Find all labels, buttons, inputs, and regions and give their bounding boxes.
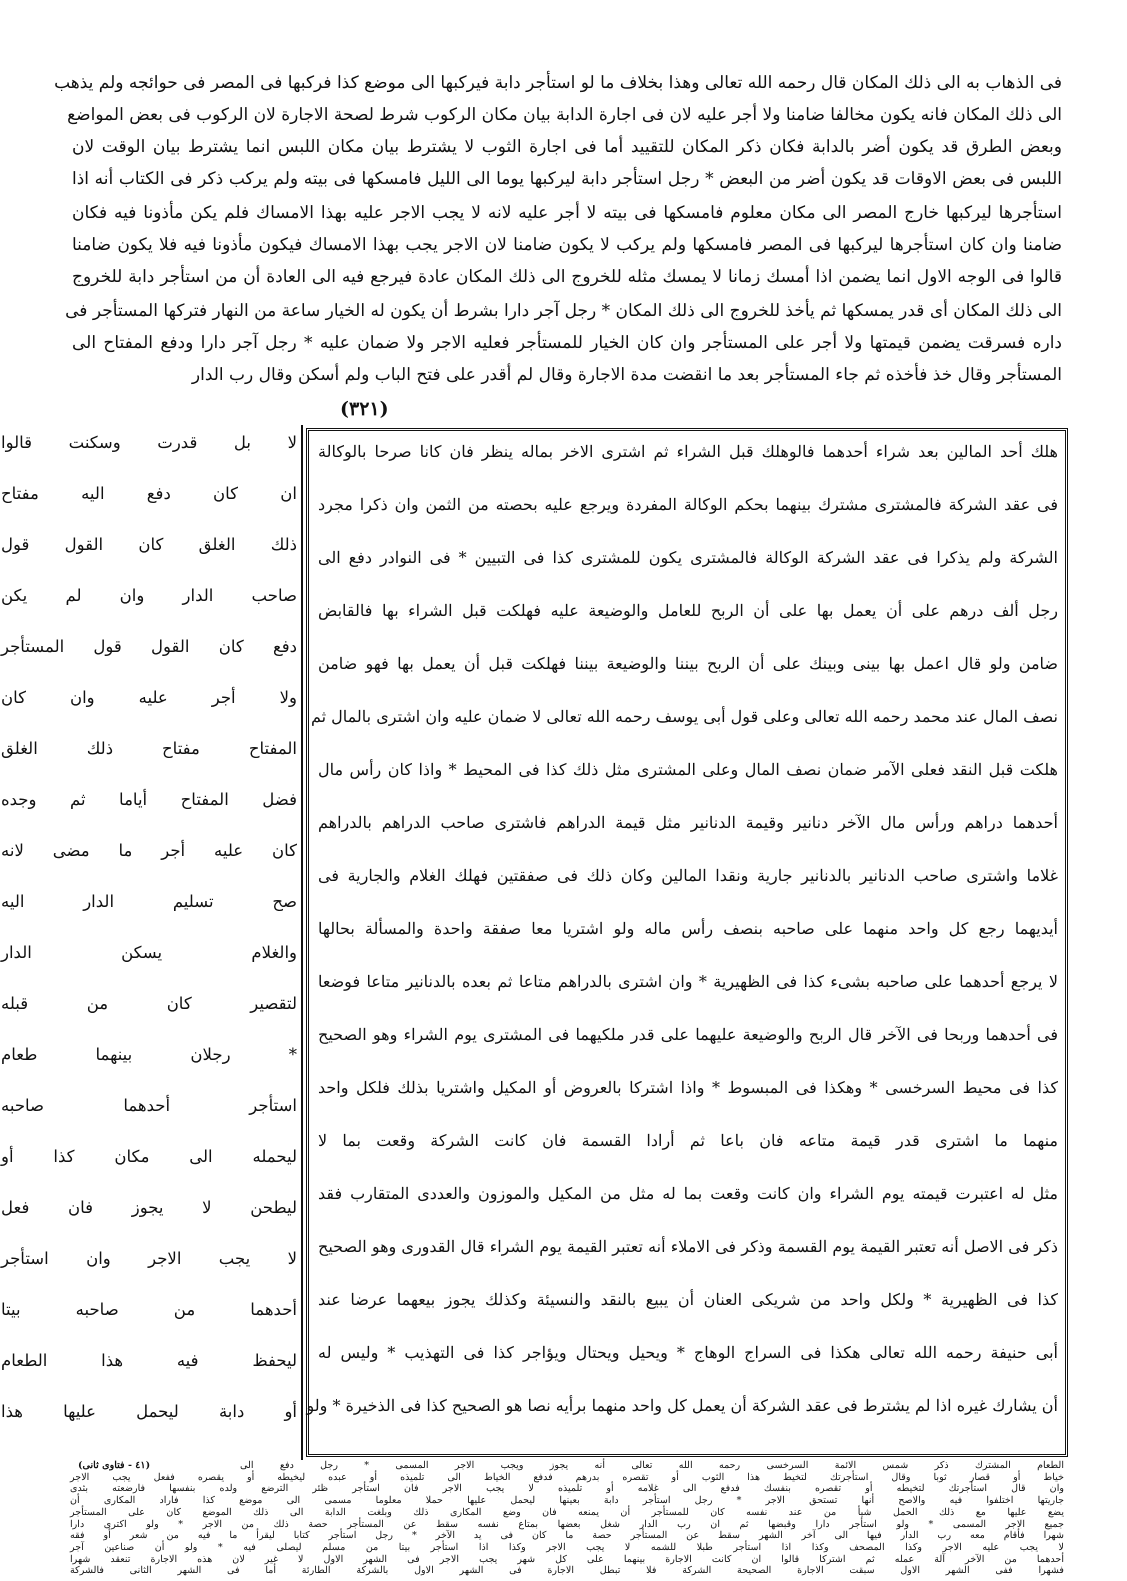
top-text-line: اللبس فى بعض الاوقات قد يكون أضر من البعض * رجل استأجر دابة ليركبها يوما الى الليل فامسكها فى بيته ولم يركب ذكر فى الكتاب أنه اذا: [72, 169, 1062, 189]
inner-text-line: فى عقد الشركة فالمشترى مشترك بينهما بحكم الوكالة المفردة ويرجع عليه بحصته من الثمن وان ذكرا مجرد: [318, 495, 1058, 514]
top-text-line: قالوا فى الوجه الاول انما يضمن اذا أمسك زمانا لا يمسك مثله للخروج الى ذلك المكان عادة فيرجع فيه الى العادة أن من استأجر دابة للخروج: [72, 267, 1062, 287]
inner-text-line: لا يرجع أحدهما على صاحبه بشىء كذا فى الظهيرية * وان اشترى بالدراهم متاعا ثم بعده بالدنانير متاعا فوضعا: [318, 972, 1058, 991]
inner-text-line: كذا فى محيط السرخسى * وهكذا فى المبسوط * واذا اشتركا بالعروض أو المكيل واشتريا بذلك فلكل واحد: [318, 1078, 1058, 1097]
side-column-line: صاحب الدار وان لم يكن: [1, 586, 297, 605]
top-text-line: المستأجر وقال خذ فأخذه ثم جاء المستأجر بعد ما انقضت مدة الاجارة وقال لم أقدر على فتح الباب ولم أسكن وقال رب الدار: [191, 365, 1062, 385]
bottom-text-line: خياط أو قصار ثوبا وقال استأجرتك لتخيط هذا الثوب أو تقصره بدرهم فدفع الخياط الى تلميذه أو عبده ليخيطه أو يقصره ففعل يجب الاجر: [70, 1471, 1064, 1483]
top-text-line: وبعض الطرق قد يكون أضر بالدابة فكان ذكر المكان للتقييد أما فى اجارة الثوب لا يشترط بيان مكان اللبس انما يشترط بيان الوقت لان: [72, 137, 1063, 157]
side-column-line: فضل المفتاح أياما ثم وجده: [1, 790, 297, 809]
side-column-line: لا يجب الاجر وان استأجر: [1, 1249, 297, 1268]
inner-text-line: غلاما واشترى صاحب الدنانير بالدنانير جارية ونقدا المالين وكان ذلك فى صفقتين فهلك الغلام والجارية فى: [318, 866, 1058, 885]
inner-text-line: أيديهما رجع كل واحد منهما على صاحبه بنصف رأس ماله ولو اشتريا معا صفقة واحدة والمسألة بحالها: [318, 919, 1058, 938]
side-column-line: والغلام يسكن الدار: [1, 943, 297, 962]
bottom-text-line: جميع الاجر المسمى * ولو استأجر دارا وقبضها ثم ان رب الدار شغل بعضها بمتاع نفسه سقط عن المستأجر حصة ذلك من الاجر * ولو اكترى دارا: [70, 1518, 1064, 1530]
side-column-line: صح تسليم الدار اليه: [1, 892, 297, 911]
inner-text-line: منهما ما اشترى قدر قيمة متاعه فان باعا ثم أرادا القسمة فان كانت الشركة وقعت بما لا: [318, 1131, 1058, 1150]
top-text-line: الى ذلك المكان فانه يكون مخالفا ضامنا ولا أجر عليه لان فى اجارة الدابة بيان مكان الركوب شرط لصحة الاجارة لان الركوب فى بعض المواضع: [67, 105, 1062, 125]
bottom-text-line: يضع عليها مع ذلك الحمل شيأ من عند نفسه كان للمستأجر أن يمنعه فان وضع المكارى ذلك وبلغت الدابة الى ذلك الموضع كان على المستأجر: [70, 1506, 1064, 1518]
bottom-text-line: فشهرا ففى الشهر الاول سبقت الاجارة الصحيحة الشركة فلا تبطل الاجارة فى الشهر الاول بالشركة الطارئة أما فى الشهر الثانى فالشركة: [70, 1565, 1064, 1577]
inner-text-line: كذا فى الظهيرية * ولكل واحد من شريكى العنان أن يبيع بالنقد والنسيئة وكذلك يجوز بيعهما عرضا عند: [318, 1290, 1058, 1309]
inner-text-line: أبى حنيفة رحمه الله تعالى هكذا فى السراج الوهاج * ويحيل ويحتال ويؤاجر كذا فى التهذيب * وليس له: [318, 1343, 1058, 1362]
side-column-line: لتقصير كان من قبله: [1, 994, 297, 1013]
top-text-line: استأجرها ليركبها خارج المصر الى مكان معلوم فامسكها فى بيته لا أجر عليه لانه لا يجب الاجر عليه بهذا الامساك فلم يكن مأذونا فيه فكان: [72, 203, 1062, 223]
top-text-line: فى الذهاب به الى ذلك المكان قال رحمه الله تعالى وهذا بخلاف ما لو استأجر دابة فيركبها الى موضع كذا فركبها فى المصر فى حوائجه ولم يذهب: [54, 73, 1062, 93]
side-column-line: استأجر أحدهما صاحبه: [1, 1096, 297, 1115]
side-column-line: ولا أجر عليه وان كان: [1, 688, 297, 707]
bottom-text-line: لا يجب عليه الاجر وكذا المصحف وكذا اذا استأجر طبلا للشمه لا يجب الاجر وكذا اذا استأجر بيتا من مسلم ليصلى فيه * ولو أن صناعين آجر: [70, 1541, 1064, 1553]
side-column-line: أو دابة ليحمل عليها هذا: [1, 1402, 297, 1421]
inner-text-line: هلك أحد المالين بعد شراء أحدهما فالوهلك قبل الشراء ثم اشترى الاخر بماله ينظر فان كانا صرحا بالوكالة: [318, 442, 1058, 461]
side-column-line: المفتاح مفتاح ذلك الغلق: [1, 739, 297, 758]
inner-text-line: أحدهما دراهم ورأس مال الآخر دنانير وقيمة الدنانير مثل قيمة الدراهم فاشترى صاحب الدراهم بالدراهم: [318, 813, 1058, 832]
bottom-text-line: الطعام المشترك ذكر شمس الائمة السرخسى رحمه الله تعالى أنه يجوز ويجب الاجر المسمى * رجل دفع الى: [240, 1460, 1064, 1471]
page-number: (٣٢١): [340, 398, 389, 420]
inner-text-line: ضامن ولو قال اعمل بها بينى وبينك على أن الربح بيننا والوضيعة بيننا فهلكت قبل أن يعمل بها فهو ضامن: [318, 654, 1058, 673]
side-column-line: ليطحن لا يجوز فان فعل: [1, 1198, 297, 1217]
bottom-text-line: وان قال استأجرتك لتخيطه أو تقصره بنفسك فدفع الى غلامه أو تلميذه لا يجب الاجر فان استأجر ظئر الترضع ولده بنفسها فارضعته بثدى: [70, 1483, 1064, 1495]
side-column-line: دفع كان القول قول المستأجر: [1, 637, 297, 656]
inner-text-line: فى أحدهما وربحا فى الآخر قال الربح والوضيعة عليهما على قدر ملكيهما فى المشترى يوم الشراء وهو الصحيح: [318, 1025, 1058, 1044]
column-divider: [301, 425, 303, 1460]
inner-text-line: رجل ألف درهم على أن يعمل بها على أن الربح للعامل والوضيعة عليه فهلكت قبل الشراء بها فالقابض: [318, 601, 1058, 620]
side-column-line: ذلك الغلق كان القول قول: [1, 535, 297, 554]
side-column-line: كان عليه أجر ما مضى لانه: [1, 841, 297, 860]
bottom-text-line: شهرا فأقام معه رب الدار فيها الى آخر الشهر سقط عن المستأجر حصة ما كان فى يد الآخر * رجل استأجر كتابا ليقرأ ما فيه من شعر أو فقه: [70, 1530, 1064, 1542]
top-text-line: داره فسرقت يضمن قيمتها ولا أجر على المستأجر وان كان الخيار للمستأجر فعليه الاجر ولا ضمان عليه * رجل آجر دارا ودفع المفتاح الى: [72, 333, 1062, 353]
bottom-text-line: جاريتها اختلفوا فيه والاصح أنها تستحق الاجر * رجل استأجر دابة بعينها ليحمل عليها حملا معلوما مسمى الى موضع كذا فاراد المكارى أن: [70, 1495, 1064, 1507]
volume-signature: (٤١ - فتاوى ثانى): [78, 1460, 151, 1471]
side-column-line: * رجلان بينهما طعام: [1, 1045, 297, 1064]
bottom-text-line: أحدهما من الآخر آلة عمله ثم اشتركا قالوا ان كانت الاجارة بينهما على كل شهر يجب الاجر فى الشهر الاول لا غير لان هذه الاجارة تنعقد شهرا: [70, 1553, 1064, 1565]
inner-text-line: نصف المال عند محمد رحمه الله تعالى وعلى قول أبى يوسف رحمه الله تعالى لا ضمان عليه وان اشترى بالمال ثم: [310, 707, 1058, 726]
side-column-line: ليحفظ فيه هذا الطعام: [1, 1351, 297, 1370]
top-text-line: ضامنا وان كان استأجرها ليركبها فى المصر فامسكها ولم يركب لا يكون ضامنا لان الاجر يجب بهذا الامساك فيكون مأذونا فيه فلا يكون ضامنا: [72, 235, 1062, 255]
side-column-line: ليحمله الى مكان كذا أو: [1, 1147, 297, 1166]
inner-text-line: الشركة ولم يذكرا فى عقد الشركة الوكالة فالمشترى يكون للمشترى كذا فى التبيين * فى النوادر دفع الى: [318, 548, 1059, 567]
inner-text-line: مثل له اعتبرت قيمته يوم الشراء وان كانت وقعت بما له مثل من المكيل والموزون والعددى المتقارب فقد: [318, 1184, 1058, 1203]
side-column-line: لا بل قدرت وسكنت قالوا: [1, 433, 297, 452]
top-text-line: الى ذلك المكان أى قدر يمسكها ثم يأخذ للخروج الى ذلك المكان * رجل آجر دارا بشرط أن يكون له الخيار ساعة من النهار فتركها المستأجر فى: [65, 301, 1062, 321]
side-column-line: ان كان دفع اليه مفتاح: [1, 484, 297, 503]
inner-text-line: هلكت قبل النقد فعلى الآمر ضمان نصف المال وعلى المشترى مثل ذلك كذا فى المحيط * واذا كان رأس مال: [318, 760, 1058, 779]
side-column-line: أحدهما من صاحبه بيتا: [1, 1300, 297, 1319]
inner-text-line: ذكر فى الاصل أنه تعتبر القيمة يوم القسمة وذكر فى الاملاء أنه تعتبر القيمة يوم الشراء قال القدورى وهو الصحيح: [318, 1237, 1059, 1256]
inner-text-line: أن يشارك غيره اذا لم يشترط فى عقد الشركة أن يعمل كل واحد منهما برأيه نصا هو الصحيح كذا فى الذخيرة * ولو: [306, 1396, 1058, 1415]
